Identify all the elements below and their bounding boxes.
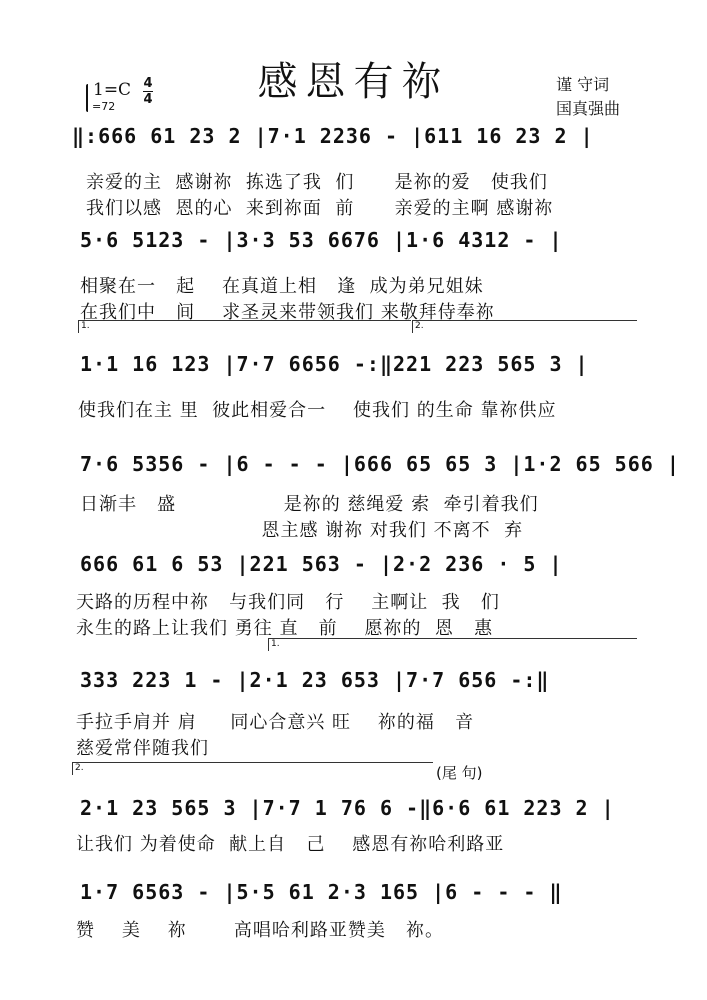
volta-label: 2.	[415, 321, 424, 331]
meter-bottom: 4	[143, 92, 153, 107]
tempo-brace	[86, 84, 91, 112]
lyric-line-1: 亲爱的主 感谢祢 拣选了我 们 是祢的爱 使我们	[86, 172, 548, 193]
coda-label: (尾 句)	[436, 764, 483, 782]
notation-line: 333 223 1 - |2·1 23 653 |7·7 656 -:‖	[80, 668, 550, 692]
time-signature	[143, 76, 153, 107]
lyricist-credit: 谨 守词	[556, 75, 610, 94]
composer-credit: 国真强曲	[556, 99, 621, 118]
notation-line: 1·1 16 123 |7·7 6656 -:‖221 223 565 3 |	[80, 352, 589, 376]
lyric-line-1: 让我们 为着使命 献上自 己 感恩有祢哈利路亚	[76, 834, 505, 855]
volta-label: 1.	[81, 321, 90, 331]
key-signature: 1=C	[93, 80, 132, 100]
notation-line: ‖:666 61 23 2 |7·1 2236 - |611 16 23 2 |	[72, 124, 594, 148]
notation-line: 5·6 5123 - |3·3 53 6676 |1·6 4312 - |	[80, 228, 563, 252]
lyric-line-2: 我们以感 恩的心 来到祢面 前 亲爱的主啊 感谢祢	[86, 198, 554, 219]
volta-ending-2	[412, 320, 637, 333]
lyric-line-2: 慈爱常伴随我们	[76, 738, 209, 759]
lyric-line-1: 赞 美 祢 高唱哈利路亚赞美 祢。	[76, 920, 444, 941]
lyric-line-2: 恩主感 谢祢 对我们 不离不 弃	[80, 520, 524, 541]
lyric-line-1: 手拉手肩并 肩 同心合意兴 旺 祢的福 音	[76, 712, 475, 733]
volta-ending-1	[78, 320, 411, 333]
volta-ending-1	[268, 638, 637, 651]
volta-ending-2	[72, 762, 433, 775]
lyric-line-1: 使我们在主 里 彼此相爱合一 使我们 的生命 靠祢供应	[78, 400, 557, 421]
volta-label: 2.	[75, 763, 84, 773]
notation-line: 1·7 6563 - |5·5 61 2·3 165 |6 - - - ‖	[80, 880, 563, 904]
lyric-line-1: 相聚在一 起 在真道上相 逢 成为弟兄姐妹	[80, 276, 484, 297]
volta-label: 1.	[271, 639, 280, 649]
lyric-line-1: 日渐丰 盛 是祢的 慈绳爱 索 牵引着我们	[80, 494, 539, 515]
lyric-line-1: 天路的历程中祢 与我们同 行 主啊让 我 们	[76, 592, 500, 613]
tempo-marking: =72	[92, 100, 116, 113]
notation-line: 2·1 23 565 3 |7·7 1 76 6 -‖6·6 61 223 2 |	[80, 796, 615, 820]
notation-line: 666 61 6 53 |221 563 - |2·2 236 · 5 |	[80, 552, 563, 576]
lyric-line-2: 永生的路上让我们 勇往 直 前 愿祢的 恩 惠	[76, 618, 494, 639]
song-title: 感恩有祢	[257, 59, 450, 105]
notation-line: 7·6 5356 - |6 - - - |666 65 65 3 |1·2 65 566 |	[80, 452, 680, 476]
meter-top: 4	[143, 76, 153, 91]
lyric-line-2: 在我们中 间 求圣灵来带领我们 来敬拜侍奉祢	[80, 302, 495, 323]
